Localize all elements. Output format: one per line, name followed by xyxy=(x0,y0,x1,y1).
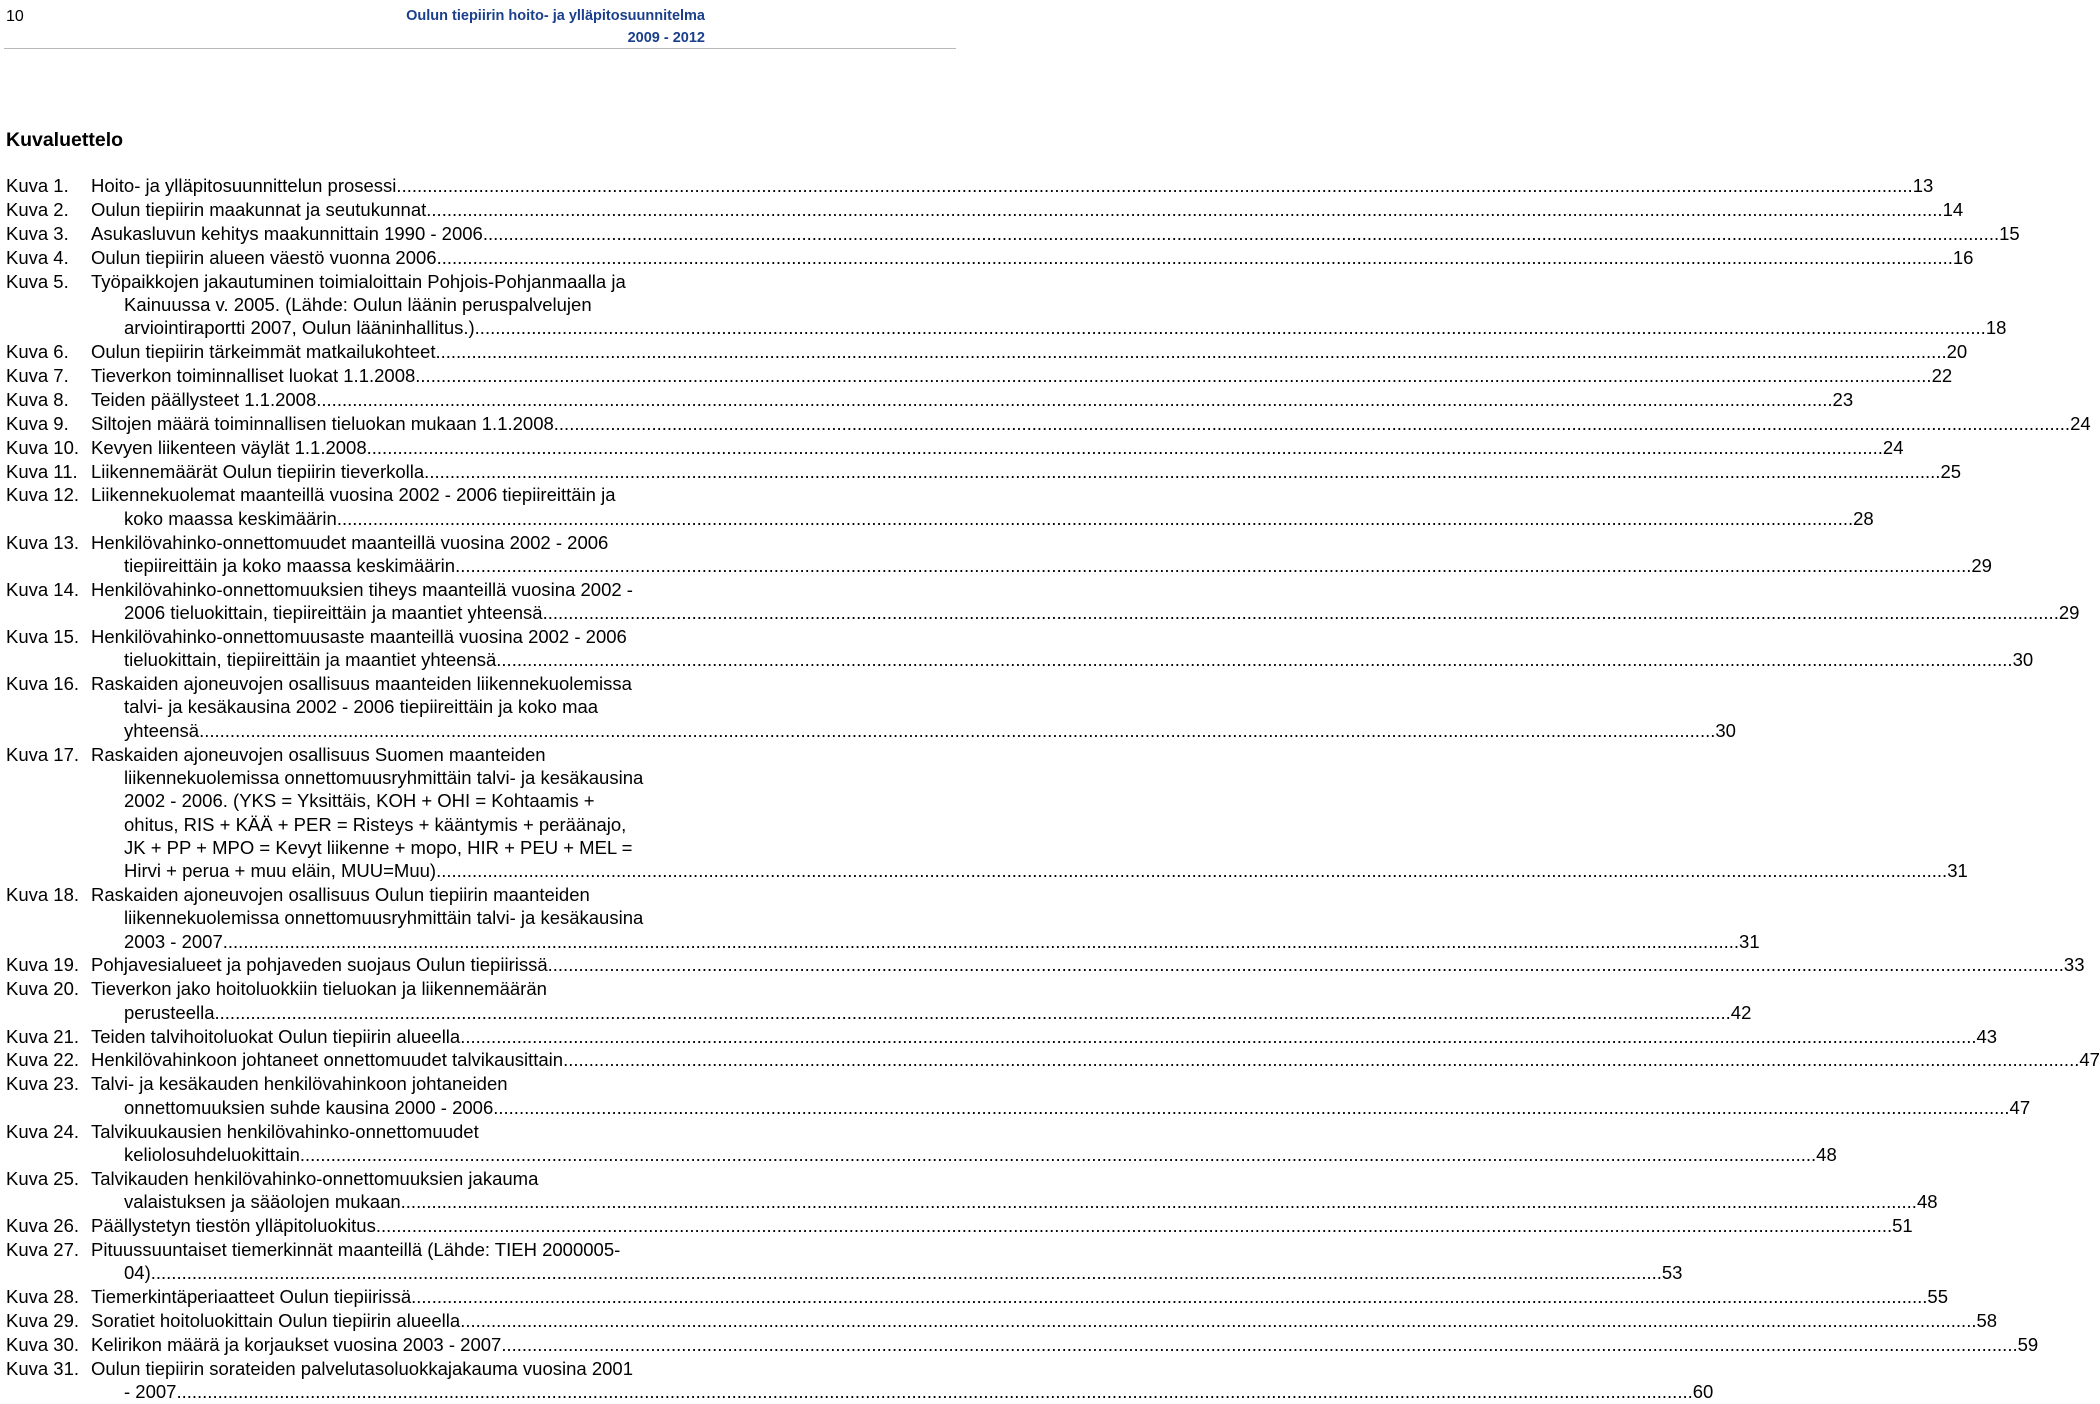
figure-caption xyxy=(91,364,1953,387)
figure-number: Kuva 30. xyxy=(6,1333,80,1355)
caption-text: Teiden päällysteet 1.1.2008. xyxy=(91,388,322,410)
page-ref: 33 xyxy=(2063,954,2085,976)
figure-number: Kuva 12. xyxy=(6,484,80,506)
toc-entry[interactable] xyxy=(6,625,2034,672)
figure-caption xyxy=(91,578,2080,625)
dot-leader xyxy=(372,436,1883,459)
page-ref: 24 xyxy=(1882,436,1904,458)
running-years: 2009 - 2012 xyxy=(627,30,705,46)
figure-caption xyxy=(91,953,2085,976)
dot-leader xyxy=(420,364,1931,387)
caption-text: tieluokittain, tiepiireittäin ja maantiet yhteensä. xyxy=(124,649,502,671)
figure-caption xyxy=(91,1048,2100,1071)
dot-leader xyxy=(436,859,1947,882)
dot-leader xyxy=(548,601,2059,624)
toc-entry[interactable] xyxy=(6,1167,1938,1214)
caption-text: koko maassa keskimäärin. xyxy=(124,507,342,529)
dot-leader xyxy=(151,1261,1662,1284)
caption-last-line xyxy=(91,364,1953,387)
page-ref: 16 xyxy=(1952,246,1974,268)
caption-last-line xyxy=(91,930,1760,953)
toc-entry[interactable] xyxy=(6,270,2007,340)
caption-last-line xyxy=(91,174,1934,197)
dot-leader xyxy=(381,1214,1892,1237)
caption-last-line xyxy=(91,1261,1683,1284)
caption-last-line xyxy=(91,554,1992,577)
figure-caption xyxy=(91,977,1752,1024)
figure-caption xyxy=(91,672,1736,742)
caption-text: valaistuksen ja sääolojen mukaan. xyxy=(124,1191,406,1213)
page-ref: 31 xyxy=(1947,860,1968,882)
caption-text: onnettomuuksien suhde kausina 2000 - 2006. xyxy=(124,1096,499,1118)
figure-caption xyxy=(91,270,2007,340)
toc-entry[interactable] xyxy=(6,1333,2039,1356)
caption-last-line xyxy=(91,1025,1998,1048)
caption-line: Henkilövahinko-onnettomuudet maanteillä vuosina 2002 - 2006 xyxy=(91,531,609,553)
figure-caption xyxy=(91,198,1964,221)
page-ref: 29 xyxy=(2058,602,2080,624)
page-ref: 18 xyxy=(1985,317,2007,339)
caption-text: Asukasluvun kehitys maakunnittain 1990 - 2006. xyxy=(91,222,488,244)
page-ref: 24 xyxy=(2070,412,2091,434)
page-ref: 51 xyxy=(1892,1214,1913,1236)
dot-leader xyxy=(204,719,1715,742)
caption-text: Hirvi + perua + muu eläin, MUU=Muu) xyxy=(124,860,437,882)
dot-leader xyxy=(402,174,1913,197)
figure-caption xyxy=(91,1285,1948,1308)
dot-leader xyxy=(475,316,1986,339)
toc-entry[interactable] xyxy=(6,460,1962,483)
caption-last-line xyxy=(91,246,1974,269)
figure-number: Kuva 13. xyxy=(6,531,80,553)
dot-leader xyxy=(568,1048,2079,1071)
page-ref: 58 xyxy=(1976,1309,1998,1331)
caption-last-line xyxy=(91,507,1874,530)
toc-entry[interactable] xyxy=(6,388,1854,411)
caption-last-line xyxy=(91,1285,1948,1308)
running-title: Oulun tiepiirin hoito- ja ylläpitosuunnitelma xyxy=(406,8,705,24)
figure-caption xyxy=(91,1214,1913,1237)
dot-leader xyxy=(182,1380,1693,1403)
caption-last-line xyxy=(91,316,2007,339)
dot-leader xyxy=(488,222,1999,245)
caption-line: Henkilövahinko-onnettomuusaste maanteillä vuosina 2002 - 2006 xyxy=(91,625,627,647)
toc-entry[interactable] xyxy=(6,1214,1913,1237)
page-ref: 48 xyxy=(1816,1143,1837,1165)
figure-number: Kuva 3. xyxy=(6,222,69,244)
figure-caption xyxy=(91,246,1974,269)
caption-last-line xyxy=(91,601,2080,624)
toc-entry[interactable] xyxy=(6,883,1760,953)
figure-number: Kuva 6. xyxy=(6,341,69,363)
caption-last-line xyxy=(91,953,2085,976)
figure-number: Kuva 17. xyxy=(6,743,80,765)
dot-leader xyxy=(460,554,1971,577)
toc-entry[interactable] xyxy=(6,1309,1998,1332)
caption-text: Oulun tiepiirin tärkeimmät matkailukohteet xyxy=(91,341,436,363)
page-ref: 47 xyxy=(2079,1049,2100,1071)
dot-leader xyxy=(406,1190,1917,1213)
caption-text: Oulun tiepiirin maakunnat ja seutukunnat. xyxy=(91,198,432,220)
dot-leader xyxy=(501,648,2012,671)
toc-entry[interactable] xyxy=(6,364,1953,387)
caption-last-line xyxy=(91,412,2091,435)
caption-last-line xyxy=(91,198,1964,221)
figure-number: Kuva 21. xyxy=(6,1025,80,1047)
caption-text: Oulun tiepiirin alueen väestö vuonna 2006. xyxy=(91,246,442,268)
caption-line: Työpaikkojen jakautuminen toimialoittain Pohjois-Pohjanmaalla ja xyxy=(91,270,626,292)
figure-caption xyxy=(91,1238,1683,1285)
caption-line: Raskaiden ajoneuvojen osallisuus Suomen maanteiden xyxy=(91,743,546,765)
caption-text: arviointiraportti 2007, Oulun lääninhallitus.) xyxy=(124,317,475,339)
figure-number: Kuva 19. xyxy=(6,954,80,976)
figure-number: Kuva 9. xyxy=(6,412,69,434)
figure-number: Kuva 26. xyxy=(6,1214,80,1236)
caption-line: Oulun tiepiirin sorateiden palvelutasoluokkajakauma vuosina 2001 xyxy=(91,1357,633,1379)
toc-entry[interactable] xyxy=(6,531,1992,578)
caption-line: Kainuussa v. 2005. (Lähde: Oulun läänin peruspalvelujen xyxy=(124,293,592,315)
caption-text: keliolosuhdeluokittain. xyxy=(124,1143,306,1165)
page-ref: 53 xyxy=(1661,1262,1683,1284)
figure-number: Kuva 22. xyxy=(6,1049,80,1071)
figure-number: Kuva 11. xyxy=(6,460,78,482)
caption-last-line xyxy=(91,340,1968,363)
caption-text: Kelirikon määrä ja korjaukset vuosina 2003 - 2007. xyxy=(91,1333,507,1355)
caption-text: 2006 tieluokittain, tiepiireittäin ja maantiet yhteensä. xyxy=(124,602,548,624)
figure-number: Kuva 5. xyxy=(6,270,69,292)
caption-last-line xyxy=(91,1214,1913,1237)
figure-caption xyxy=(91,436,1904,459)
figure-caption xyxy=(91,483,1874,530)
caption-last-line xyxy=(91,222,2020,245)
dot-leader xyxy=(429,460,1940,483)
dot-leader xyxy=(416,1285,1927,1308)
dot-leader xyxy=(465,1309,1976,1332)
caption-text: tiepiireittäin ja koko maassa keskimäärin. xyxy=(124,554,461,576)
caption-last-line xyxy=(91,1309,1998,1332)
page-number: 10 xyxy=(6,8,24,25)
page-ref: 48 xyxy=(1916,1191,1938,1213)
caption-text: Hoito- ja ylläpitosuunnittelun prosessi. xyxy=(91,175,402,196)
caption-text: Liikennemäärät Oulun tiepiirin tieverkolla. xyxy=(91,460,430,482)
caption-last-line xyxy=(91,719,1736,742)
page-ref: 15 xyxy=(1999,222,2020,244)
page-ref: 31 xyxy=(1739,930,1760,952)
toc-entry[interactable] xyxy=(6,412,2091,435)
figure-caption xyxy=(91,222,2020,245)
figure-number: Kuva 7. xyxy=(6,364,69,386)
toc-entry[interactable] xyxy=(6,1072,2031,1119)
toc-entry[interactable] xyxy=(6,222,2020,245)
toc-entry[interactable] xyxy=(6,672,1736,742)
dot-leader xyxy=(228,930,1739,953)
dot-leader xyxy=(498,1096,2009,1119)
figure-caption xyxy=(91,174,1934,197)
caption-text: 2003 - 2007. xyxy=(124,930,228,952)
caption-line: Raskaiden ajoneuvojen osallisuus maanteiden liikennekuolemissa xyxy=(91,673,632,695)
caption-text: Päällystetyn tiestön ylläpitoluokitus. xyxy=(91,1214,381,1236)
figure-number: Kuva 1. xyxy=(6,175,69,196)
page-ref: 25 xyxy=(1940,460,1962,482)
figure-caption xyxy=(91,340,1968,363)
caption-line: JK + PP + MPO = Kevyt liikenne + mopo, HIR + PEU + MEL = xyxy=(124,836,633,858)
figure-number: Kuva 20. xyxy=(6,978,80,1000)
figure-number: Kuva 23. xyxy=(6,1073,80,1095)
caption-text: Tieverkon toiminnalliset luokat 1.1.2008. xyxy=(91,364,421,386)
toc-entry[interactable] xyxy=(6,436,1904,459)
toc-entry[interactable] xyxy=(6,1048,2100,1071)
dot-leader xyxy=(559,412,2070,435)
toc-entry[interactable] xyxy=(6,953,2085,976)
caption-last-line xyxy=(91,1333,2039,1356)
page-ref: 14 xyxy=(1942,198,1964,220)
caption-line: Talvi- ja kesäkauden henkilövahinkoon johtaneiden xyxy=(91,1073,508,1095)
page-ref: 28 xyxy=(1853,507,1874,529)
figure-number: Kuva 4. xyxy=(6,246,69,268)
caption-text: Siltojen määrä toiminnallisen tieluokan mukaan 1.1.2008. xyxy=(91,412,559,434)
dot-leader xyxy=(220,1001,1731,1024)
caption-last-line xyxy=(91,1048,2100,1071)
figure-caption xyxy=(91,1025,1998,1048)
caption-line: Raskaiden ajoneuvojen osallisuus Oulun tiepiirin maanteiden xyxy=(91,884,590,905)
caption-text: - 2007. xyxy=(124,1380,182,1402)
toc-entry[interactable] xyxy=(6,1285,1948,1308)
caption-last-line xyxy=(91,1096,2031,1119)
figure-number: Kuva 27. xyxy=(6,1238,80,1260)
figure-caption xyxy=(91,388,1854,411)
figure-caption xyxy=(91,743,1968,883)
page-ref: 47 xyxy=(2009,1096,2031,1118)
dot-leader xyxy=(553,953,2064,976)
toc-entry[interactable] xyxy=(6,743,1968,883)
caption-last-line xyxy=(91,1380,1714,1403)
figure-caption xyxy=(91,460,1962,483)
caption-line: ohitus, RIS + KÄÄ + PER = Risteys + kääntymis + peräänajo, xyxy=(124,813,627,835)
caption-last-line xyxy=(91,460,1962,483)
figure-caption xyxy=(91,1357,1714,1404)
caption-last-line xyxy=(91,648,2034,671)
page-ref: 29 xyxy=(1971,554,1992,576)
caption-text: Pohjavesialueet ja pohjaveden suojaus Oulun tiepiirissä. xyxy=(91,954,553,976)
figure-number: Kuva 14. xyxy=(6,578,80,600)
caption-last-line xyxy=(91,1190,1938,1213)
figure-number: Kuva 18. xyxy=(6,884,80,905)
caption-last-line xyxy=(91,1143,1837,1166)
page-ref: 59 xyxy=(2017,1333,2039,1355)
figure-number: Kuva 31. xyxy=(6,1357,80,1379)
toc-entry[interactable] xyxy=(6,1357,1714,1404)
caption-last-line xyxy=(91,388,1854,411)
page-ref: 23 xyxy=(1832,388,1854,410)
page-ref: 30 xyxy=(1715,719,1736,741)
figure-caption xyxy=(91,1072,2031,1119)
caption-text: Tiemerkintäperiaatteet Oulun tiepiirissä. xyxy=(91,1285,417,1307)
dot-leader xyxy=(442,246,1953,269)
section-title: Kuvaluettelo xyxy=(6,129,124,151)
page-ref: 20 xyxy=(1946,341,1968,363)
dot-leader xyxy=(465,1025,1976,1048)
toc-entry[interactable] xyxy=(6,246,1974,269)
figure-caption xyxy=(91,1333,2039,1356)
caption-line: Pituussuuntaiset tiemerkinnät maanteillä (Lähde: TIEH 2000005- xyxy=(91,1238,621,1260)
caption-line: talvi- ja kesäkausina 2002 - 2006 tiepiireittäin ja koko maa xyxy=(124,696,599,718)
figure-caption xyxy=(91,1167,1938,1214)
figure-caption xyxy=(91,412,2091,435)
dot-leader xyxy=(431,198,1942,221)
caption-text: yhteensä. xyxy=(124,719,205,741)
figure-number: Kuva 29. xyxy=(6,1309,80,1331)
header-divider xyxy=(4,48,956,49)
figure-caption xyxy=(91,531,1992,578)
toc-entry[interactable] xyxy=(6,174,1934,197)
caption-line: Talvikauden henkilövahinko-onnettomuuksien jakauma xyxy=(91,1167,539,1189)
dot-leader xyxy=(342,507,1853,530)
caption-line: Talvikuukausien henkilövahinko-onnettomuudet xyxy=(91,1120,479,1142)
figure-number: Kuva 8. xyxy=(6,388,69,410)
toc-entry[interactable] xyxy=(6,1238,1683,1285)
toc-entry[interactable] xyxy=(6,198,1964,221)
toc-entry[interactable] xyxy=(6,340,1968,363)
figure-list xyxy=(6,174,2100,1404)
page-ref: 42 xyxy=(1730,1001,1752,1023)
figure-caption xyxy=(91,1309,1998,1332)
caption-line: liikennekuolemissa onnettomuusryhmittäin talvi- ja kesäkausina xyxy=(124,766,644,788)
figure-number: Kuva 15. xyxy=(6,625,80,647)
figure-caption xyxy=(91,625,2034,672)
page-ref: 13 xyxy=(1912,175,1934,196)
caption-text: Kevyen liikenteen väylät 1.1.2008. xyxy=(91,436,372,458)
figure-number: Kuva 28. xyxy=(6,1285,80,1307)
caption-line: Liikennekuolemat maanteillä vuosina 2002 - 2006 tiepiireittäin ja xyxy=(91,484,616,506)
page-ref: 30 xyxy=(2012,649,2034,671)
toc-entry[interactable] xyxy=(6,1025,1998,1048)
page-ref: 55 xyxy=(1927,1285,1948,1307)
toc-entry[interactable] xyxy=(6,1120,1837,1167)
caption-line: 2002 - 2006. (YKS = Yksittäis, KOH + OHI = Kohtaamis + xyxy=(124,790,595,812)
figure-number: Kuva 2. xyxy=(6,198,69,220)
caption-text: perusteella. xyxy=(124,1001,220,1023)
figure-number: Kuva 16. xyxy=(6,673,80,695)
figure-caption xyxy=(91,883,1760,953)
page-ref: 43 xyxy=(1976,1025,1998,1047)
figure-number: Kuva 24. xyxy=(6,1120,80,1142)
caption-line: Henkilövahinko-onnettomuuksien tiheys maanteillä vuosina 2002 - xyxy=(91,578,633,600)
figure-caption xyxy=(91,1120,1837,1167)
toc-entry[interactable] xyxy=(6,977,1752,1024)
dot-leader xyxy=(506,1333,2017,1356)
dot-leader xyxy=(321,388,1832,411)
caption-text: Henkilövahinkoon johtaneet onnettomuudet talvikausittain. xyxy=(91,1049,569,1071)
caption-last-line xyxy=(91,436,1904,459)
page-ref: 60 xyxy=(1692,1380,1714,1402)
page-ref: 22 xyxy=(1931,364,1953,386)
caption-text: Teiden talvihoitoluokat Oulun tiepiirin alueella. xyxy=(91,1025,466,1047)
caption-last-line xyxy=(91,1001,1752,1024)
toc-entry[interactable] xyxy=(6,483,1874,530)
caption-line: Tieverkon jako hoitoluokkiin tieluokan ja liikennemäärän xyxy=(91,978,547,1000)
dot-leader xyxy=(435,340,1946,363)
toc-entry[interactable] xyxy=(6,578,2080,625)
figure-number: Kuva 25. xyxy=(6,1167,80,1189)
page-header xyxy=(0,0,960,50)
figure-number: Kuva 10. xyxy=(6,436,80,458)
caption-last-line xyxy=(91,859,1968,882)
caption-text: 04) xyxy=(124,1262,151,1284)
caption-text: Soratiet hoitoluokittain Oulun tiepiirin alueella. xyxy=(91,1309,466,1331)
dot-leader xyxy=(305,1143,1816,1166)
caption-line: liikennekuolemissa onnettomuusryhmittäin talvi- ja kesäkausina xyxy=(124,907,644,929)
